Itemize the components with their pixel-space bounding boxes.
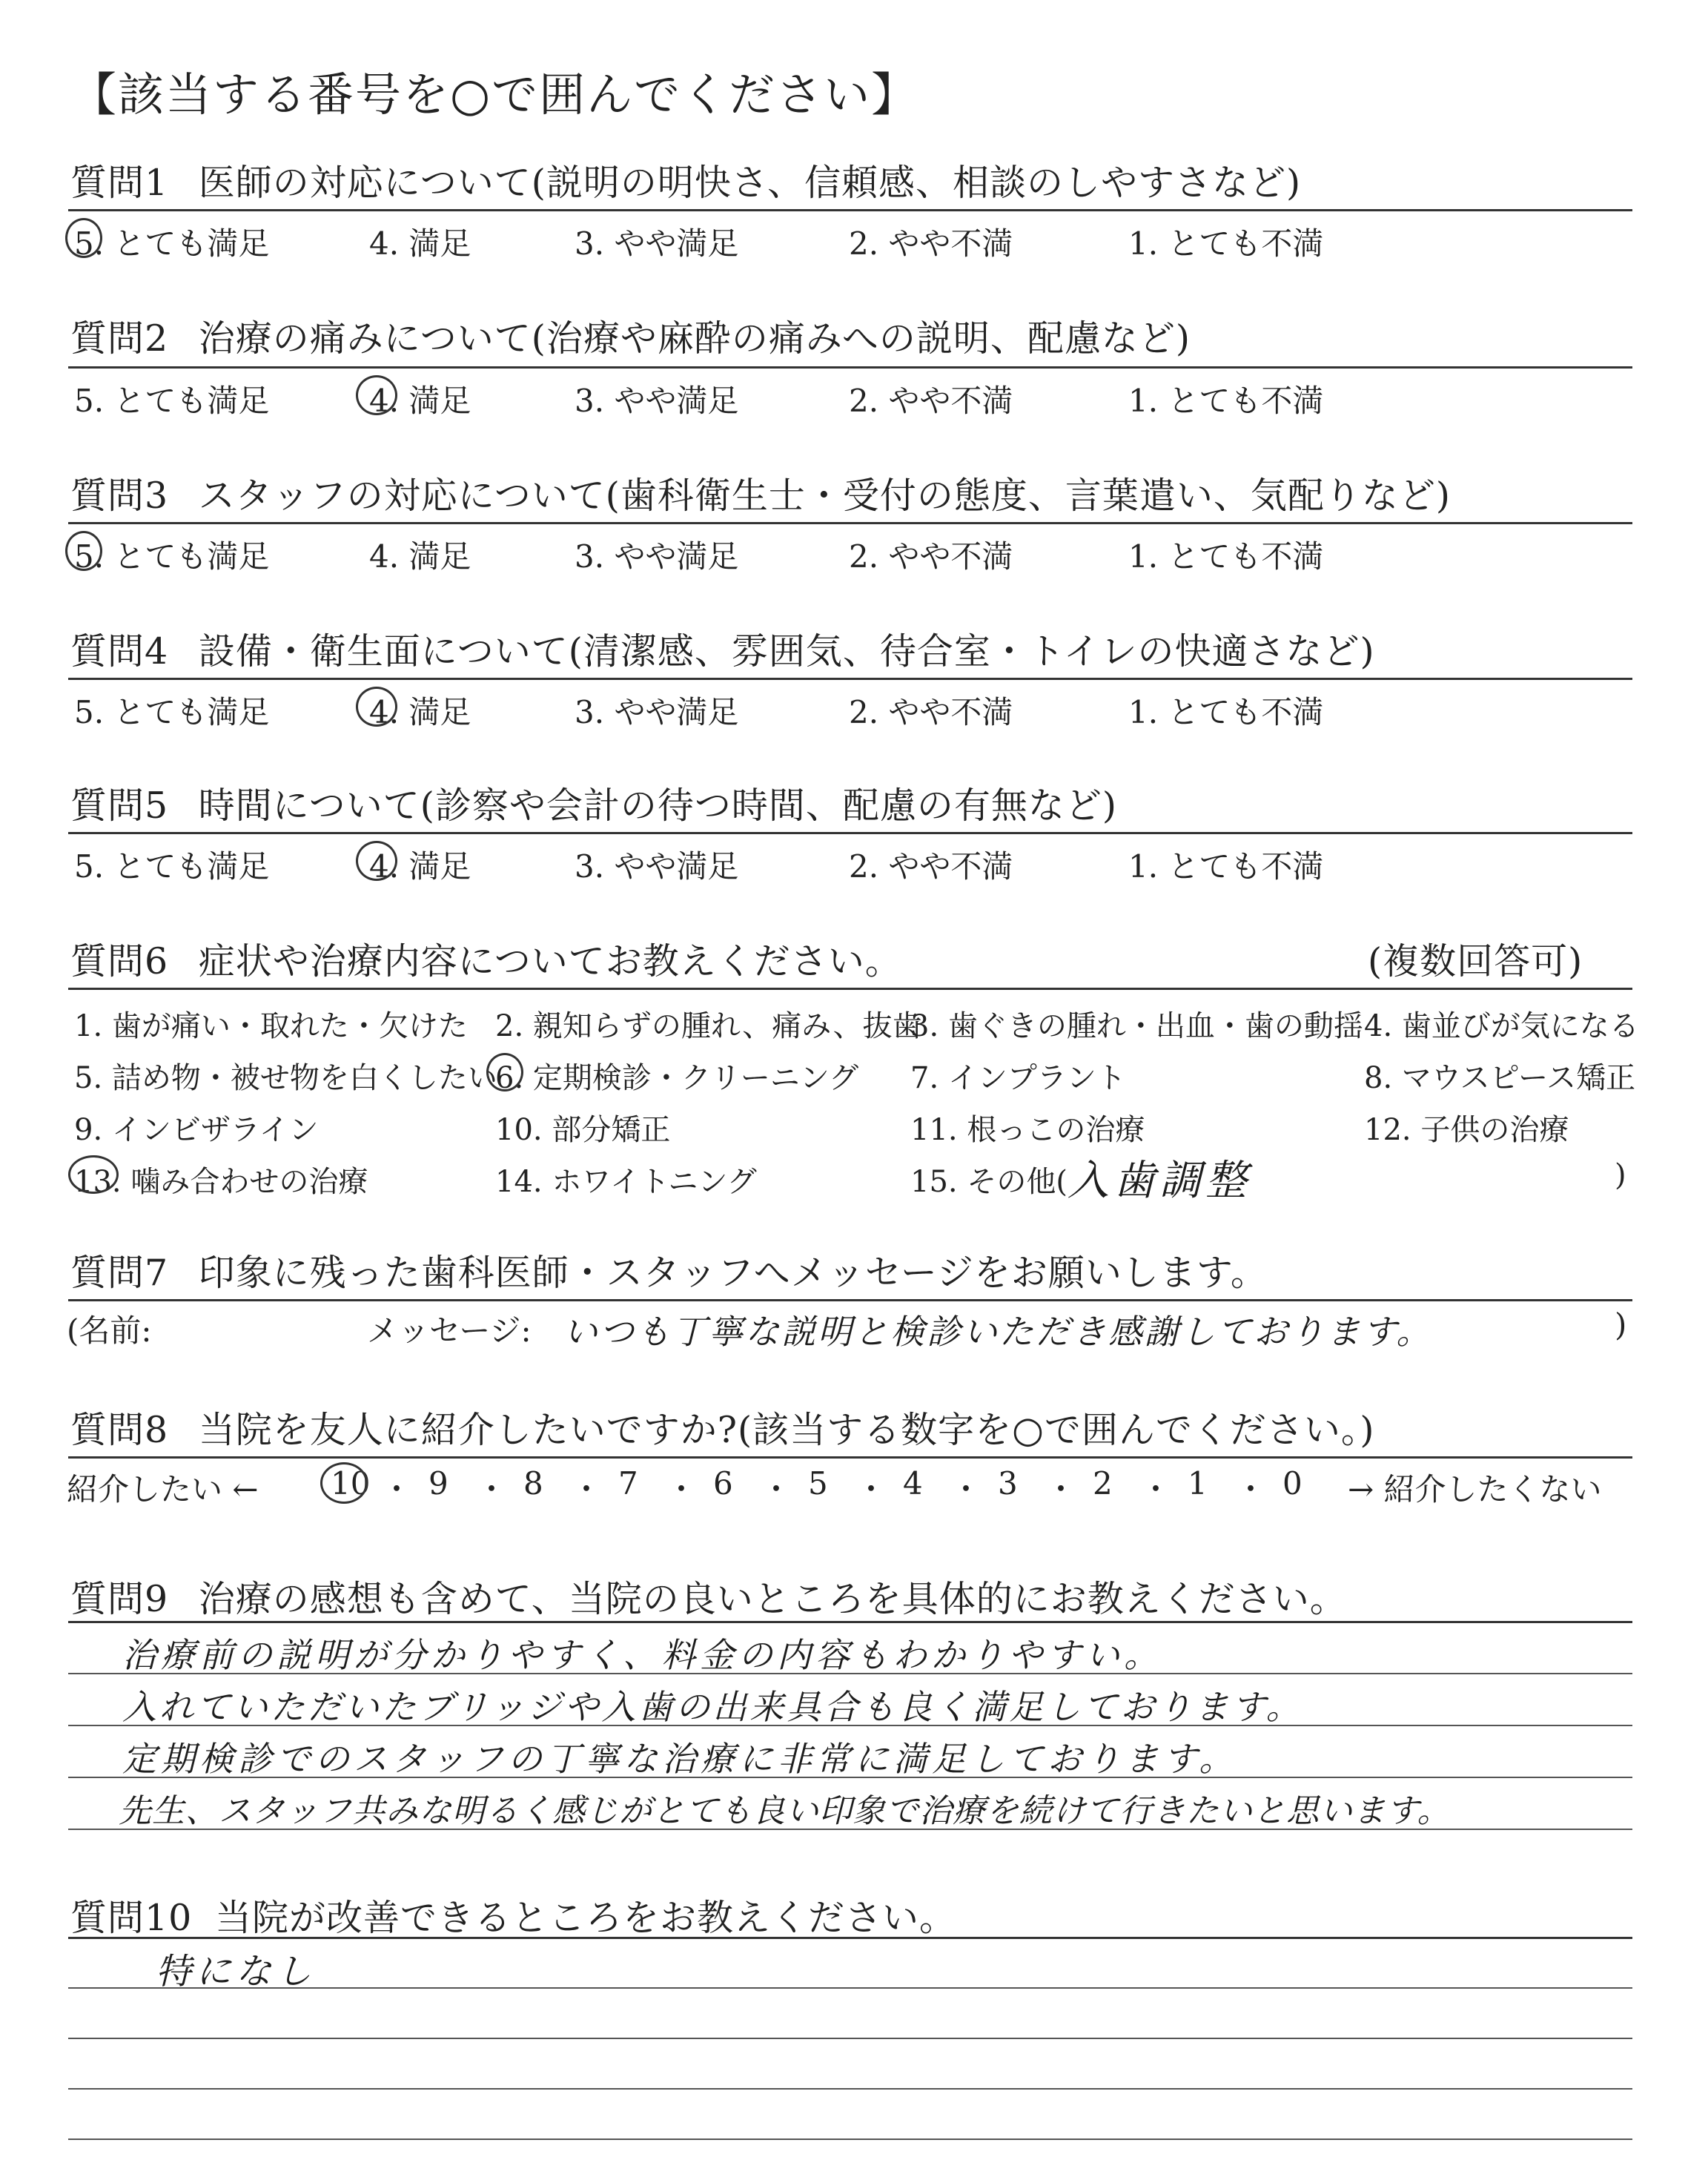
- q2-option-4[interactable]: 4. 満足: [369, 383, 471, 419]
- question-6-text: 症状や治療内容についてお教えください。: [198, 940, 902, 982]
- q8-scale-separator: ・: [381, 1471, 413, 1507]
- q9-answer-line-4: 先生、スタッフ共みな明るく感じがとても良い印象で治療を続けて行きたいと思います。: [119, 1792, 1451, 1830]
- q8-right-label: → 紹介したくない: [1348, 1471, 1602, 1507]
- question-5-label: 質問5: [70, 785, 169, 827]
- q7-name-label: (名前:: [67, 1312, 152, 1349]
- q4-selection-circle: [356, 687, 397, 727]
- q8-scale-5[interactable]: 5: [808, 1465, 828, 1502]
- q8-selection-circle: [320, 1462, 371, 1504]
- q3-option-4[interactable]: 4. 満足: [369, 538, 471, 575]
- divider: [68, 1299, 1632, 1301]
- q6-other-answer: 入歯調整: [1068, 1157, 1251, 1205]
- divider: [68, 209, 1632, 211]
- question-9-text: 治療の感想も含めて、当院の良いところを具体的にお教えください。: [198, 1578, 1347, 1620]
- q8-scale-separator: ・: [476, 1471, 508, 1507]
- q1-option-1[interactable]: 1. とても不満: [1128, 225, 1324, 262]
- q2-option-5[interactable]: 5. とても満足: [74, 383, 270, 419]
- q7-message-label: メッセージ:: [367, 1312, 532, 1349]
- q3-option-2[interactable]: 2. やや不満: [849, 538, 1013, 575]
- question-1-text: 医師の対応について(説明の明快さ、信頼感、相談のしやすさなど): [198, 162, 1302, 204]
- q8-scale-separator: ・: [571, 1471, 603, 1507]
- q8-scale-8[interactable]: 8: [523, 1465, 543, 1502]
- page-title: 【該当する番号を○で囲んでください】: [70, 67, 919, 122]
- divider: [68, 832, 1632, 834]
- q6-option-7[interactable]: 7. インプラント: [910, 1061, 1126, 1095]
- question-10-heading: [70, 1889, 956, 1941]
- q6-option-3[interactable]: 3. 歯ぐきの腫れ・出血・歯の動揺: [910, 1009, 1363, 1043]
- q4-option-4[interactable]: 4. 満足: [369, 694, 471, 730]
- question-2-label: 質問2: [70, 317, 169, 360]
- q6-option-13[interactable]: 13. 噛み合わせの治療: [74, 1165, 368, 1199]
- divider: [68, 678, 1632, 680]
- q6-option-9[interactable]: 9. インビザライン: [74, 1113, 319, 1147]
- question-7-label: 質問7: [70, 1252, 169, 1294]
- q6-option-1[interactable]: 1. 歯が痛い・取れた・欠けた: [74, 1009, 468, 1043]
- q9-answer-line-2: 入れていただいたブリッジや入歯の出来具合も良く満足しております。: [122, 1687, 1303, 1727]
- q8-scale-3[interactable]: 3: [998, 1465, 1018, 1502]
- question-9-label: 質問9: [70, 1578, 169, 1620]
- question-4-text: 設備・衛生面について(清潔感、雰囲気、待合室・トイレの快適さなど): [198, 630, 1375, 673]
- question-2-text: 治療の痛みについて(治療や麻酔の痛みへの説明、配慮など): [198, 317, 1191, 360]
- question-8-label: 質問8: [70, 1409, 169, 1451]
- question-10-text: 当院が改善できるところをお教えください。: [214, 1897, 956, 1939]
- q6-option-12[interactable]: 12. 子供の治療: [1364, 1113, 1569, 1147]
- q8-scale-separator: ・: [950, 1471, 982, 1507]
- q7-close-paren: ): [1615, 1307, 1627, 1343]
- question-2-heading: [70, 310, 1191, 362]
- q6-option-6[interactable]: 6. 定期検診・クリーニング: [495, 1061, 859, 1095]
- q4-option-3[interactable]: 3. やや満足: [575, 694, 739, 730]
- q8-scale-0[interactable]: 0: [1282, 1465, 1302, 1502]
- question-1-heading: [70, 154, 1301, 206]
- q5-option-5[interactable]: 5. とても満足: [74, 848, 270, 885]
- q5-option-1[interactable]: 1. とても不満: [1128, 848, 1324, 885]
- q5-selection-circle: [356, 841, 397, 881]
- q1-selection-circle: [65, 218, 102, 258]
- q6-selection-circle-13: [68, 1155, 119, 1194]
- q6-option-15[interactable]: 15. その他(: [910, 1165, 1068, 1199]
- question-3-heading: [70, 467, 1451, 519]
- question-7-heading: [70, 1244, 1268, 1296]
- q5-option-3[interactable]: 3. やや満足: [575, 848, 739, 885]
- q8-scale-separator: ・: [666, 1471, 698, 1507]
- answer-line: [68, 2088, 1632, 2090]
- q10-answer-line-1: 特になし: [156, 1951, 317, 1992]
- q8-scale-separator: ・: [855, 1471, 887, 1507]
- q8-scale-2[interactable]: 2: [1093, 1465, 1113, 1502]
- question-8-heading: [70, 1401, 1375, 1453]
- answer-line: [68, 2038, 1632, 2039]
- q4-option-5[interactable]: 5. とても満足: [74, 694, 270, 730]
- divider: [68, 1456, 1632, 1459]
- q3-selection-circle: [65, 531, 102, 571]
- q8-left-label: 紹介したい ←: [67, 1471, 259, 1507]
- divider: [68, 1621, 1632, 1623]
- q8-scale-6[interactable]: 6: [713, 1465, 733, 1502]
- q8-scale-separator: ・: [1140, 1471, 1172, 1507]
- q2-option-2[interactable]: 2. やや不満: [849, 383, 1013, 419]
- q3-option-5[interactable]: 5. とても満足: [74, 538, 270, 575]
- question-4-label: 質問4: [70, 630, 169, 673]
- question-4-heading: [70, 623, 1375, 675]
- q6-option-5[interactable]: 5. 詰め物・被せ物を白くしたい: [74, 1061, 497, 1095]
- q2-option-1[interactable]: 1. とても不満: [1128, 383, 1324, 419]
- q6-option-4[interactable]: 4. 歯並びが気になる: [1364, 1009, 1639, 1043]
- divider: [68, 1937, 1632, 1939]
- q8-scale-9[interactable]: 9: [428, 1465, 448, 1502]
- q8-scale-separator: ・: [1235, 1471, 1267, 1507]
- question-1-label: 質問1: [70, 162, 169, 204]
- q3-option-1[interactable]: 1. とても不満: [1128, 538, 1324, 575]
- q1-option-3[interactable]: 3. やや満足: [575, 225, 739, 262]
- q7-message-answer: いつも丁寧な説明と検診いただき感謝しております。: [563, 1312, 1433, 1352]
- q5-option-4[interactable]: 4. 満足: [369, 848, 471, 885]
- q8-scale-4[interactable]: 4: [903, 1465, 923, 1502]
- question-5-heading: [70, 777, 1117, 829]
- q1-option-2[interactable]: 2. やや不満: [849, 225, 1013, 262]
- q6-option-2[interactable]: 2. 親知らずの腫れ、痛み、抜歯: [495, 1009, 922, 1043]
- q9-answer-line-1: 治療前の説明が分かりやすく、料金の内容もわかりやすい。: [122, 1635, 1163, 1675]
- q9-answer-line-3: 定期検診でのスタッフの丁寧な治療に非常に満足しております。: [122, 1739, 1238, 1779]
- question-9-heading: [70, 1571, 1347, 1622]
- q2-selection-circle: [356, 375, 397, 415]
- q5-option-2[interactable]: 2. やや不満: [849, 848, 1013, 885]
- q6-option-14[interactable]: 14. ホワイトニング: [495, 1165, 757, 1199]
- divider: [68, 522, 1632, 524]
- q3-option-3[interactable]: 3. やや満足: [575, 538, 739, 575]
- q6-option-11[interactable]: 11. 根っこの治療: [910, 1113, 1145, 1147]
- q6-option-10[interactable]: 10. 部分矯正: [495, 1113, 671, 1147]
- answer-line: [68, 2138, 1632, 2140]
- q4-option-2[interactable]: 2. やや不満: [849, 694, 1013, 730]
- q2-option-3[interactable]: 3. やや満足: [575, 383, 739, 419]
- q6-option-8[interactable]: 8. マウスピース矯正: [1364, 1061, 1636, 1095]
- q8-scale-10[interactable]: 10: [331, 1465, 371, 1502]
- question-6-note: (複数回答可): [1368, 940, 1583, 982]
- question-7-text: 印象に残った歯科医師・スタッフへメッセージをお願いします。: [198, 1252, 1268, 1294]
- q1-option-4[interactable]: 4. 満足: [369, 225, 471, 262]
- divider: [68, 988, 1632, 990]
- question-5-text: 時間について(診察や会計の待つ時間、配慮の有無など): [198, 785, 1118, 827]
- q8-scale-separator: ・: [1045, 1471, 1077, 1507]
- question-10-label: 質問10: [70, 1897, 193, 1939]
- q1-option-5[interactable]: 5. とても満足: [74, 225, 270, 262]
- question-3-text: スタッフの対応について(歯科衛生士・受付の態度、言葉遣い、気配りなど): [198, 475, 1452, 517]
- question-6-label: 質問6: [70, 940, 169, 982]
- divider: [68, 366, 1632, 369]
- q8-scale-separator: ・: [761, 1471, 792, 1507]
- question-3-label: 質問3: [70, 475, 169, 517]
- q8-scale-1[interactable]: 1: [1188, 1465, 1208, 1502]
- question-6-heading: [70, 933, 902, 985]
- q6-selection-circle-6: [486, 1053, 523, 1091]
- q4-option-1[interactable]: 1. とても不満: [1128, 694, 1324, 730]
- q8-scale-7[interactable]: 7: [618, 1465, 638, 1502]
- q6-other-close: ): [1615, 1158, 1626, 1192]
- question-8-text: 当院を友人に紹介したいですか?(該当する数字を○で囲んでください。): [198, 1409, 1375, 1451]
